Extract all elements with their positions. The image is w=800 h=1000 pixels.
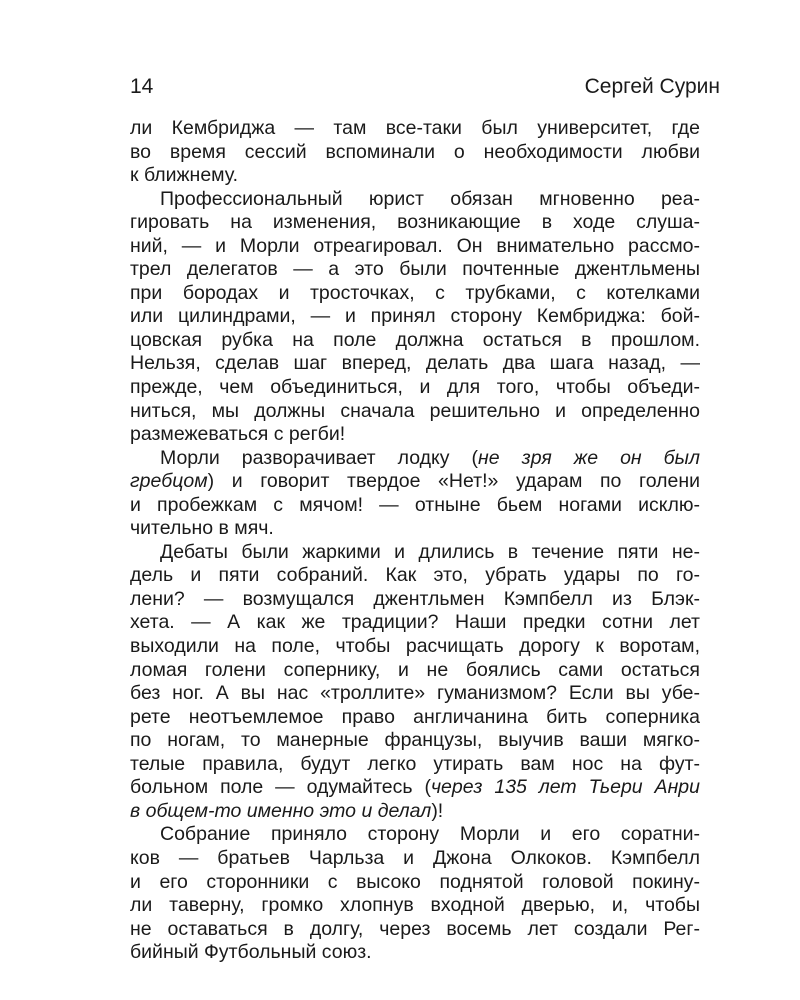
text-line: без ног. А вы нас «троллите» гуманизмом? Если вы убе-	[130, 682, 700, 705]
text-line: ний, — и Морли отреагировал. Он внимательно рассмо-	[130, 234, 700, 257]
italic-segment: не зря же он был	[478, 446, 700, 469]
italic-segment: гребцом	[130, 470, 208, 493]
text-line	[130, 470, 700, 494]
text-line: гировать на изменения, возникающие в ходе слуша-	[130, 211, 700, 234]
text-line: цовская рубка на поле должна остаться в прошлом.	[130, 328, 700, 351]
text-line	[130, 776, 700, 800]
text-line: выходили на поле, чтобы расчищать дорогу к воротам,	[130, 635, 700, 658]
text-line: Собрание приняло сторону Морли и его соратни-	[160, 823, 700, 846]
text-line: и его сторонники с высоко поднятой головой покину-	[130, 870, 700, 893]
text-line: ниться, мы должны сначала решительно и определенно	[130, 399, 700, 422]
italic-segment: через 135 лет Тьери Анри	[430, 776, 700, 799]
text-line: размежеваться с регби!	[130, 423, 346, 446]
text-line: рете неотъемлемое право англичанина бить соперника	[130, 705, 700, 728]
text-line: прежде, чем объединиться, и для того, чтобы объеди-	[130, 376, 700, 399]
text-line: Дебаты были жаркими и длились в течение пяти не-	[160, 540, 700, 563]
text-segment: больном поле — одумайтесь (	[130, 776, 431, 799]
text-segment: Морли разворачивает лодку (	[160, 446, 479, 469]
text-line: ли таверну, громко хлопнув входной дверью, и, чтобы	[130, 894, 700, 917]
text-line: ломая голени сопернику, и не боялись сами остаться	[130, 658, 700, 681]
running-head-author: Сергей Сурин	[584, 75, 720, 98]
text-line: чительно в мяч.	[130, 517, 274, 540]
italic-segment: в общем-то именно это и делал	[130, 799, 432, 822]
text-segment: ) и говорит твердое «Нет!» ударам по голени	[207, 470, 700, 493]
text-line: трел делегатов — а это были почтенные джентльмены	[130, 258, 700, 281]
text-line: бийный Футбольный союз.	[130, 941, 372, 964]
text-line	[130, 800, 700, 824]
text-line: хета. — А как же традиции? Наши предки сотни лет	[130, 611, 700, 634]
text-line	[130, 447, 700, 471]
text-line: Нельзя, сделав шаг вперед, делать два шага назад, —	[130, 352, 700, 375]
text-line: дель и пяти собраний. Как это, убрать удары по го-	[130, 564, 700, 587]
text-line: не оставаться в долгу, через восемь лет создали Рег-	[130, 917, 700, 940]
text-line: лени? — возмущался джентльмен Кэмпбелл из Блэк-	[130, 587, 700, 610]
text-line: к ближнему.	[130, 164, 239, 187]
body-text	[130, 117, 700, 965]
text-line: по ногам, то манерные французы, выучив ваши мягко-	[130, 729, 700, 752]
text-line: ли Кембриджа — там все-таки был университет, где	[130, 117, 700, 139]
text-line: при бородах и тросточках, с трубками, с котелками	[130, 281, 700, 304]
text-line: во время сессий вспоминали о необходимости любви	[130, 140, 700, 163]
text-line: ков — братьев Чарльза и Джона Олкоков. Кэмпбелл	[130, 846, 700, 869]
running-head	[130, 72, 720, 102]
text-line: или цилиндрами, — и принял сторону Кембриджа: бой-	[130, 305, 700, 328]
text-segment: )!	[431, 799, 444, 822]
text-line: телые правила, будут легко утирать вам нос на фут-	[130, 752, 700, 775]
text-line: Профессиональный юрист обязан мгновенно реа-	[160, 187, 700, 210]
text-line: и пробежкам с мячом! — отныне бьем ногами исклю-	[130, 493, 700, 516]
page-number: 14	[130, 75, 154, 98]
